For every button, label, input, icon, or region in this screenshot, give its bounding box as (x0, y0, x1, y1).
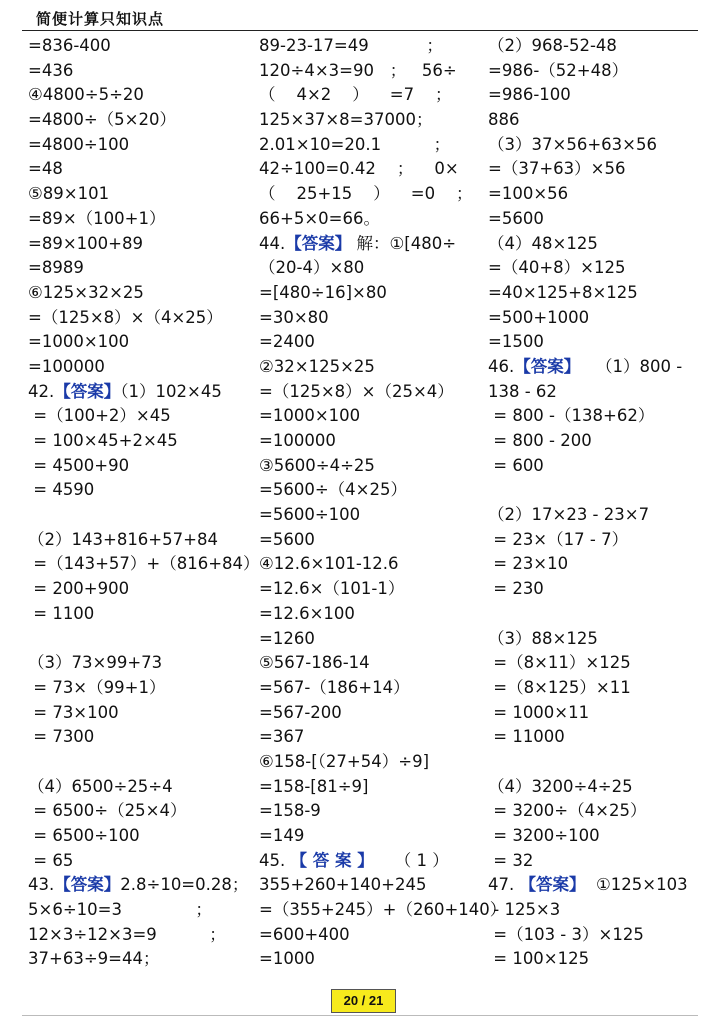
math-line (488, 454, 698, 479)
math-text: =（143+57）+（816+84） (28, 554, 260, 574)
math-text: （ 4×2 ） =7 ； (259, 85, 452, 105)
math-text: （3）37×56+63×56 (488, 134, 657, 154)
math-line (259, 355, 484, 380)
math-line (28, 503, 253, 528)
math-text: = 23×（17 - 7） (488, 529, 629, 549)
math-line (488, 59, 698, 84)
math-text: =12.6×（101-1） (259, 579, 405, 599)
math-text: = 73×（99+1） (28, 677, 166, 697)
math-line (259, 232, 484, 257)
math-text: =5600÷100 (259, 505, 361, 525)
math-text: = 7300 (28, 727, 95, 747)
math-line (259, 207, 484, 232)
math-line (28, 429, 253, 454)
math-line (259, 454, 484, 479)
math-text: = 600 (488, 455, 544, 475)
math-line (488, 873, 698, 898)
math-text: 解：①[480÷ (351, 233, 457, 253)
math-text: 886 (488, 110, 520, 130)
math-text: 43. (28, 875, 55, 895)
math-text: =（40+8）×125 (488, 258, 626, 278)
math-line (488, 232, 698, 257)
math-line (488, 552, 698, 577)
math-text: （1）102×45 (120, 381, 222, 401)
math-line (28, 207, 253, 232)
math-text: ④4800÷5÷20 (28, 85, 144, 105)
math-text: = 23×10 (488, 554, 569, 574)
math-line (488, 380, 698, 405)
math-line (28, 232, 253, 257)
math-line (259, 923, 484, 948)
math-line (28, 478, 253, 503)
math-line (28, 281, 253, 306)
math-line (488, 182, 698, 207)
math-text: 47. (488, 875, 520, 895)
math-line (28, 849, 253, 874)
math-text: =1000×100 (259, 406, 361, 426)
answer-label: 【答案】 (285, 233, 352, 253)
math-text: =986-100 (488, 85, 571, 105)
math-line (488, 108, 698, 133)
math-line (28, 330, 253, 355)
math-text: =986-（52+48） (488, 60, 629, 80)
math-line (28, 256, 253, 281)
math-text: ②32×125×25 (259, 356, 375, 376)
math-line (488, 824, 698, 849)
math-text: = 100×125 (488, 949, 590, 969)
math-text: =4800÷（5×20） (28, 110, 176, 130)
math-text: ③5600÷4÷25 (259, 455, 375, 475)
math-text: 2.8÷10=0.28； (120, 875, 249, 895)
math-text: （ 25+15 ） =0 ； (259, 184, 473, 204)
math-line (259, 503, 484, 528)
math-text: =（125×8）×（4×25） (28, 307, 223, 327)
math-line (488, 528, 698, 553)
math-line (259, 824, 484, 849)
page-number-badge: 20 / 21 (331, 989, 396, 1013)
math-line (259, 528, 484, 553)
answer-label: 【答案】 (514, 356, 581, 376)
math-line (259, 725, 484, 750)
math-line (28, 355, 253, 380)
math-text: = 4500+90 (28, 455, 130, 475)
math-line (488, 133, 698, 158)
math-text: （ 1 ） (373, 850, 449, 870)
math-text: （3）73×99+73 (28, 653, 163, 673)
math-text: = 4590 (28, 480, 95, 500)
math-line (259, 306, 484, 331)
math-text: = 3200÷（4×25） (488, 801, 647, 821)
math-text: =（100+2）×45 (28, 406, 171, 426)
math-line (259, 380, 484, 405)
math-text: 12×3÷12×3=9 ； (28, 924, 226, 944)
math-line (488, 627, 698, 652)
math-text: ⑤567-186-14 (259, 653, 370, 673)
content-column-right (488, 34, 698, 972)
math-text: =[480÷16]×80 (259, 282, 387, 302)
math-line (259, 256, 484, 281)
math-line (488, 775, 698, 800)
math-line (28, 380, 253, 405)
math-text: = 11000 (488, 727, 565, 747)
document-title: 简便计算只知识点 (36, 10, 165, 28)
math-text: （2）17×23 - 23×7 (488, 505, 650, 525)
math-line (259, 701, 484, 726)
math-line (28, 404, 253, 429)
math-text: = 800 - 200 (488, 431, 592, 450)
content-column-left (28, 34, 260, 972)
math-line (259, 577, 484, 602)
math-text: 2.01×10=20.1 ； (259, 134, 451, 154)
math-line (488, 83, 698, 108)
math-text: =1000 (259, 949, 315, 969)
math-text: =（8×125）×11 (488, 677, 631, 697)
math-text: =（37+63）×56 (488, 159, 626, 179)
math-line (28, 528, 253, 553)
math-text: =436 (28, 60, 74, 80)
math-line (488, 330, 698, 355)
math-text: = 3200÷100 (488, 826, 600, 845)
math-text: ④12.6×101-12.6 (259, 554, 399, 574)
math-text: =2400 (259, 332, 315, 352)
math-line (488, 157, 698, 182)
math-line (28, 676, 253, 701)
math-line (259, 404, 484, 429)
math-text: =（103 - 3）×125 (488, 924, 644, 944)
math-line (28, 923, 253, 948)
math-text: =367 (259, 727, 305, 747)
math-text: = 73×100 (28, 702, 119, 722)
math-line (259, 775, 484, 800)
math-line (488, 355, 698, 380)
math-line (28, 947, 253, 972)
math-text: （20-4）×80 (259, 258, 365, 278)
math-line (259, 750, 484, 775)
math-text: 66+5×0=66。 (259, 208, 380, 228)
math-text: =1000×100 (28, 332, 130, 352)
math-line (28, 157, 253, 182)
math-text: =5600 (259, 529, 315, 549)
math-text: 45. (259, 850, 291, 870)
math-text: = 1000×11 (488, 702, 590, 722)
math-line (28, 83, 253, 108)
math-text: = 6500÷（25×4） (28, 801, 187, 821)
math-line (488, 725, 698, 750)
math-text: ①125×103 (585, 875, 688, 895)
math-line (488, 306, 698, 331)
math-text: =（125×8）×（25×4） (259, 381, 454, 401)
math-line (488, 701, 698, 726)
math-text: =4800÷100 (28, 134, 130, 154)
header-divider (22, 30, 698, 31)
math-line (259, 799, 484, 824)
math-line (488, 947, 698, 972)
math-line (488, 207, 698, 232)
math-text: （2）143+816+57+84 (28, 529, 218, 549)
math-line (259, 676, 484, 701)
math-text: =12.6×100 (259, 603, 355, 623)
math-text: （2）968-52-48 (488, 36, 617, 55)
math-text: 44. (259, 233, 286, 253)
math-line (259, 281, 484, 306)
math-line (28, 824, 253, 849)
math-line (259, 83, 484, 108)
math-text: 37+63÷9=44； (28, 949, 160, 969)
math-line (259, 947, 484, 972)
math-line (28, 627, 253, 652)
math-line (259, 627, 484, 652)
math-line (259, 602, 484, 627)
math-line (488, 281, 698, 306)
math-line (259, 429, 484, 454)
math-text: =89×（100+1） (28, 208, 166, 228)
math-text: = 6500÷100 (28, 826, 140, 845)
math-text: = 65 (28, 850, 74, 870)
answer-label: 【答案】 (54, 875, 121, 895)
math-line (28, 552, 260, 577)
math-line (259, 849, 484, 874)
math-line (28, 34, 253, 59)
math-line (259, 108, 484, 133)
math-line (259, 133, 484, 158)
math-line (28, 701, 253, 726)
math-text: =836-400 (28, 36, 111, 55)
math-text: =1260 (259, 628, 315, 648)
math-line (488, 602, 698, 627)
math-line (488, 429, 698, 454)
math-line (259, 898, 507, 923)
math-text: =89×100+89 (28, 233, 143, 253)
math-text: =567-（186+14） (259, 677, 410, 697)
math-line (28, 799, 253, 824)
math-line (28, 873, 253, 898)
math-line (259, 873, 484, 898)
math-text: =149 (259, 826, 305, 845)
math-line (488, 404, 698, 429)
answer-label: 【 答 案 】 (290, 850, 374, 870)
math-text: =100×56 (488, 184, 569, 204)
math-line (28, 59, 253, 84)
math-text: ⑥125×32×25 (28, 282, 144, 302)
math-text: ⑤89×101 (28, 184, 110, 204)
math-text: 5×6÷10=3 ； (28, 900, 212, 920)
math-text: = 100×45+2×45 (28, 431, 178, 450)
math-line (488, 898, 698, 923)
math-line (28, 775, 253, 800)
math-line (259, 34, 484, 59)
math-text: （4）48×125 (488, 233, 598, 253)
math-text: =5600÷（4×25） (259, 480, 407, 500)
math-text: 42. (28, 381, 55, 401)
math-line (259, 157, 484, 182)
math-line (259, 59, 484, 84)
math-text: = 1100 (28, 603, 95, 623)
math-line (488, 750, 698, 775)
math-text: （1）800 - (580, 356, 683, 376)
math-text: = 230 (488, 579, 544, 599)
math-line (28, 651, 253, 676)
math-line (28, 306, 253, 331)
math-line (488, 503, 698, 528)
math-text: - 125×3 (488, 900, 561, 920)
math-line (259, 552, 484, 577)
math-text: =48 (28, 159, 63, 179)
math-line (28, 133, 253, 158)
math-text: 46. (488, 356, 515, 376)
math-text: 125×37×8=37000； (259, 110, 433, 130)
math-line (28, 454, 253, 479)
math-line (259, 478, 484, 503)
math-text: （3）88×125 (488, 628, 598, 648)
math-text: 120÷4×3=90 ； 56÷ (259, 60, 457, 80)
math-text: （4）3200÷4÷25 (488, 776, 633, 796)
math-text: =100000 (28, 356, 105, 376)
math-text: 138 - 62 (488, 381, 557, 401)
math-line (488, 651, 698, 676)
math-text: =（355+245）+（260+140） (259, 900, 507, 920)
math-line (28, 602, 253, 627)
math-text: （4）6500÷25÷4 (28, 776, 173, 796)
math-text: =100000 (259, 431, 336, 450)
math-line (28, 108, 253, 133)
math-text: =500+1000 (488, 307, 590, 327)
math-line (28, 750, 253, 775)
math-text: 89-23-17=49 ； (259, 36, 443, 55)
math-text: 355+260+140+245 (259, 875, 427, 895)
math-line (488, 478, 698, 503)
math-line (259, 651, 484, 676)
math-text: = 200+900 (28, 579, 130, 599)
math-text: =158-[81÷9] (259, 776, 369, 796)
math-text: =600+400 (259, 924, 350, 944)
math-text: =567-200 (259, 702, 342, 722)
math-text: =158-9 (259, 801, 321, 821)
math-line (488, 923, 698, 948)
math-line (259, 330, 484, 355)
math-line (28, 725, 253, 750)
math-text: = 32 (488, 850, 534, 870)
math-text: =40×125+8×125 (488, 282, 638, 302)
footer-divider (22, 1015, 698, 1016)
math-text: 42÷100=0.42 ； 0× (259, 159, 459, 179)
math-line (488, 577, 698, 602)
math-line (28, 577, 253, 602)
math-line (488, 849, 698, 874)
answer-label: 【答案】 (519, 875, 586, 895)
math-line (488, 34, 698, 59)
math-line (28, 898, 253, 923)
math-text: =5600 (488, 208, 544, 228)
math-line (259, 182, 484, 207)
math-text: ⑥158-[（27+54）÷9] (259, 751, 430, 771)
math-text: =30×80 (259, 307, 329, 327)
math-text: =（8×11）×125 (488, 653, 631, 673)
math-text: =8989 (28, 258, 84, 278)
answer-label: 【答案】 (54, 381, 121, 401)
math-line (28, 182, 253, 207)
math-line (488, 799, 698, 824)
math-line (488, 256, 698, 281)
math-text: =1500 (488, 332, 544, 352)
math-line (488, 676, 698, 701)
math-text: = 800 -（138+62） (488, 406, 655, 426)
